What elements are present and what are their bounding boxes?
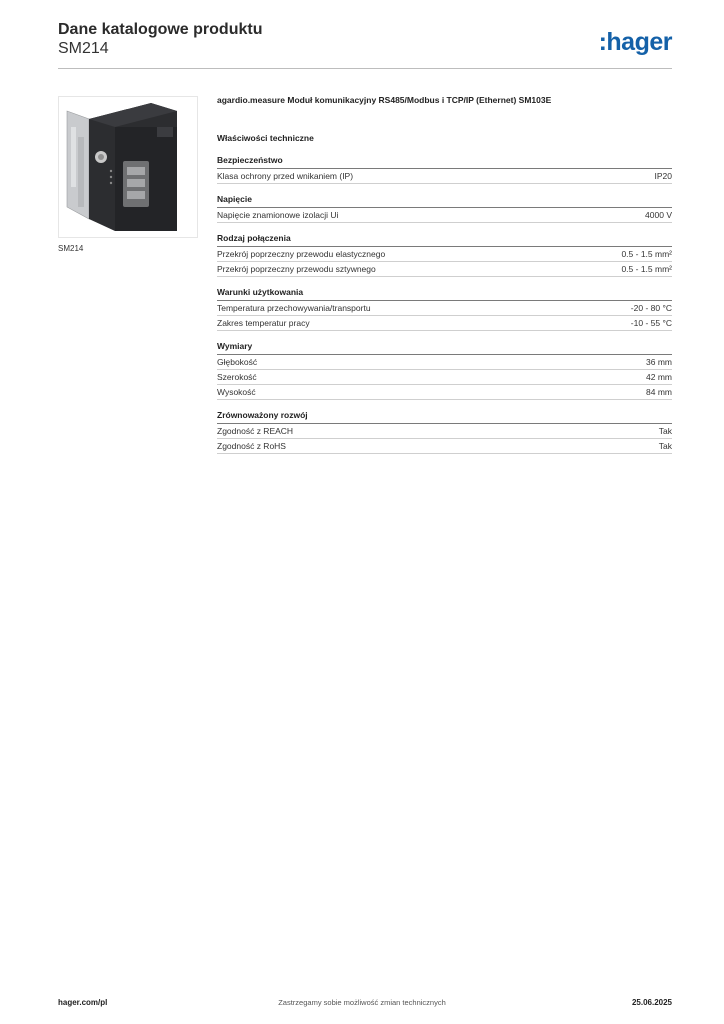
specifications-panel: [217, 94, 672, 463]
row-label: Temperatura przechowywania/transportu: [217, 303, 371, 313]
table-row: [217, 169, 672, 184]
table-row: [217, 247, 672, 262]
row-label: Napięcie znamionowe izolacji Ui: [217, 210, 339, 220]
row-label: Zgodność z REACH: [217, 426, 294, 436]
group-voltage: [217, 193, 672, 223]
table-row: [217, 355, 672, 370]
footer-notice: Zastrzegamy sobie możliwość zmian technicznych: [278, 998, 446, 1007]
row-value: -20 - 80 °C: [630, 303, 672, 313]
table-row: [217, 262, 672, 277]
table-row: [217, 208, 672, 223]
row-value: 42 mm: [646, 372, 672, 382]
group-title: Zrównoważony rozwój: [217, 409, 672, 424]
row-label: Przekrój poprzeczny przewodu sztywnego: [217, 264, 376, 274]
group-operating-conditions: [217, 286, 672, 331]
group-title: Bezpieczeństwo: [217, 154, 672, 169]
table-row: [217, 439, 672, 454]
row-value: -10 - 55 °C: [630, 318, 672, 328]
group-title: Wymiary: [217, 340, 672, 355]
row-label: Zgodność z RoHS: [217, 441, 286, 451]
row-label: Przekrój poprzeczny przewodu elastycznego: [217, 249, 386, 259]
table-row: [217, 316, 672, 331]
group-title: Warunki użytkowania: [217, 286, 672, 301]
row-value: IP20: [654, 171, 672, 181]
footer-date: 25.06.2025: [631, 998, 672, 1007]
row-value: 84 mm: [646, 387, 672, 397]
row-label: Zakres temperatur pracy: [217, 318, 310, 328]
group-title: Napięcie: [217, 193, 672, 208]
row-label: Wysokość: [217, 387, 256, 397]
group-title: Rodzaj połączenia: [217, 232, 672, 247]
row-label: Głębokość: [217, 357, 258, 367]
group-safety: [217, 154, 672, 184]
footer-url-link[interactable]: hager.com/pl: [58, 998, 108, 1007]
document-subtitle: SM214: [58, 40, 109, 57]
row-label: Szerokość: [217, 372, 257, 382]
row-value: Tak: [658, 441, 672, 451]
group-connection: [217, 232, 672, 277]
product-title: agardio.measure Moduł komunikacyjny RS485/Modbus i TCP/IP (Ethernet) SM103E: [217, 95, 552, 105]
row-value: 4000 V: [645, 210, 672, 220]
product-photo: [58, 96, 198, 238]
row-label: Klasa ochrony przed wnikaniem (IP): [217, 171, 354, 181]
header-divider: [58, 68, 672, 69]
logo-prefix: :: [598, 28, 607, 56]
table-row: [217, 385, 672, 400]
table-row: [217, 424, 672, 439]
hager-logo[interactable]: [599, 28, 672, 57]
logo-text: hager: [606, 28, 672, 56]
table-row: [217, 301, 672, 316]
row-value: 36 mm: [646, 357, 672, 367]
row-value: 0.5 - 1.5 mm²: [621, 249, 672, 259]
document-title: Dane katalogowe produktu: [58, 21, 263, 38]
group-sustainability: [217, 409, 672, 454]
page-header: [58, 20, 672, 68]
section-label: Właściwości techniczne: [217, 133, 314, 143]
row-value: 0.5 - 1.5 mm²: [621, 264, 672, 274]
table-row: [217, 370, 672, 385]
group-dimensions: [217, 340, 672, 400]
row-value: Tak: [658, 426, 672, 436]
image-caption: SM214: [58, 244, 84, 253]
product-device-icon: [59, 97, 197, 237]
